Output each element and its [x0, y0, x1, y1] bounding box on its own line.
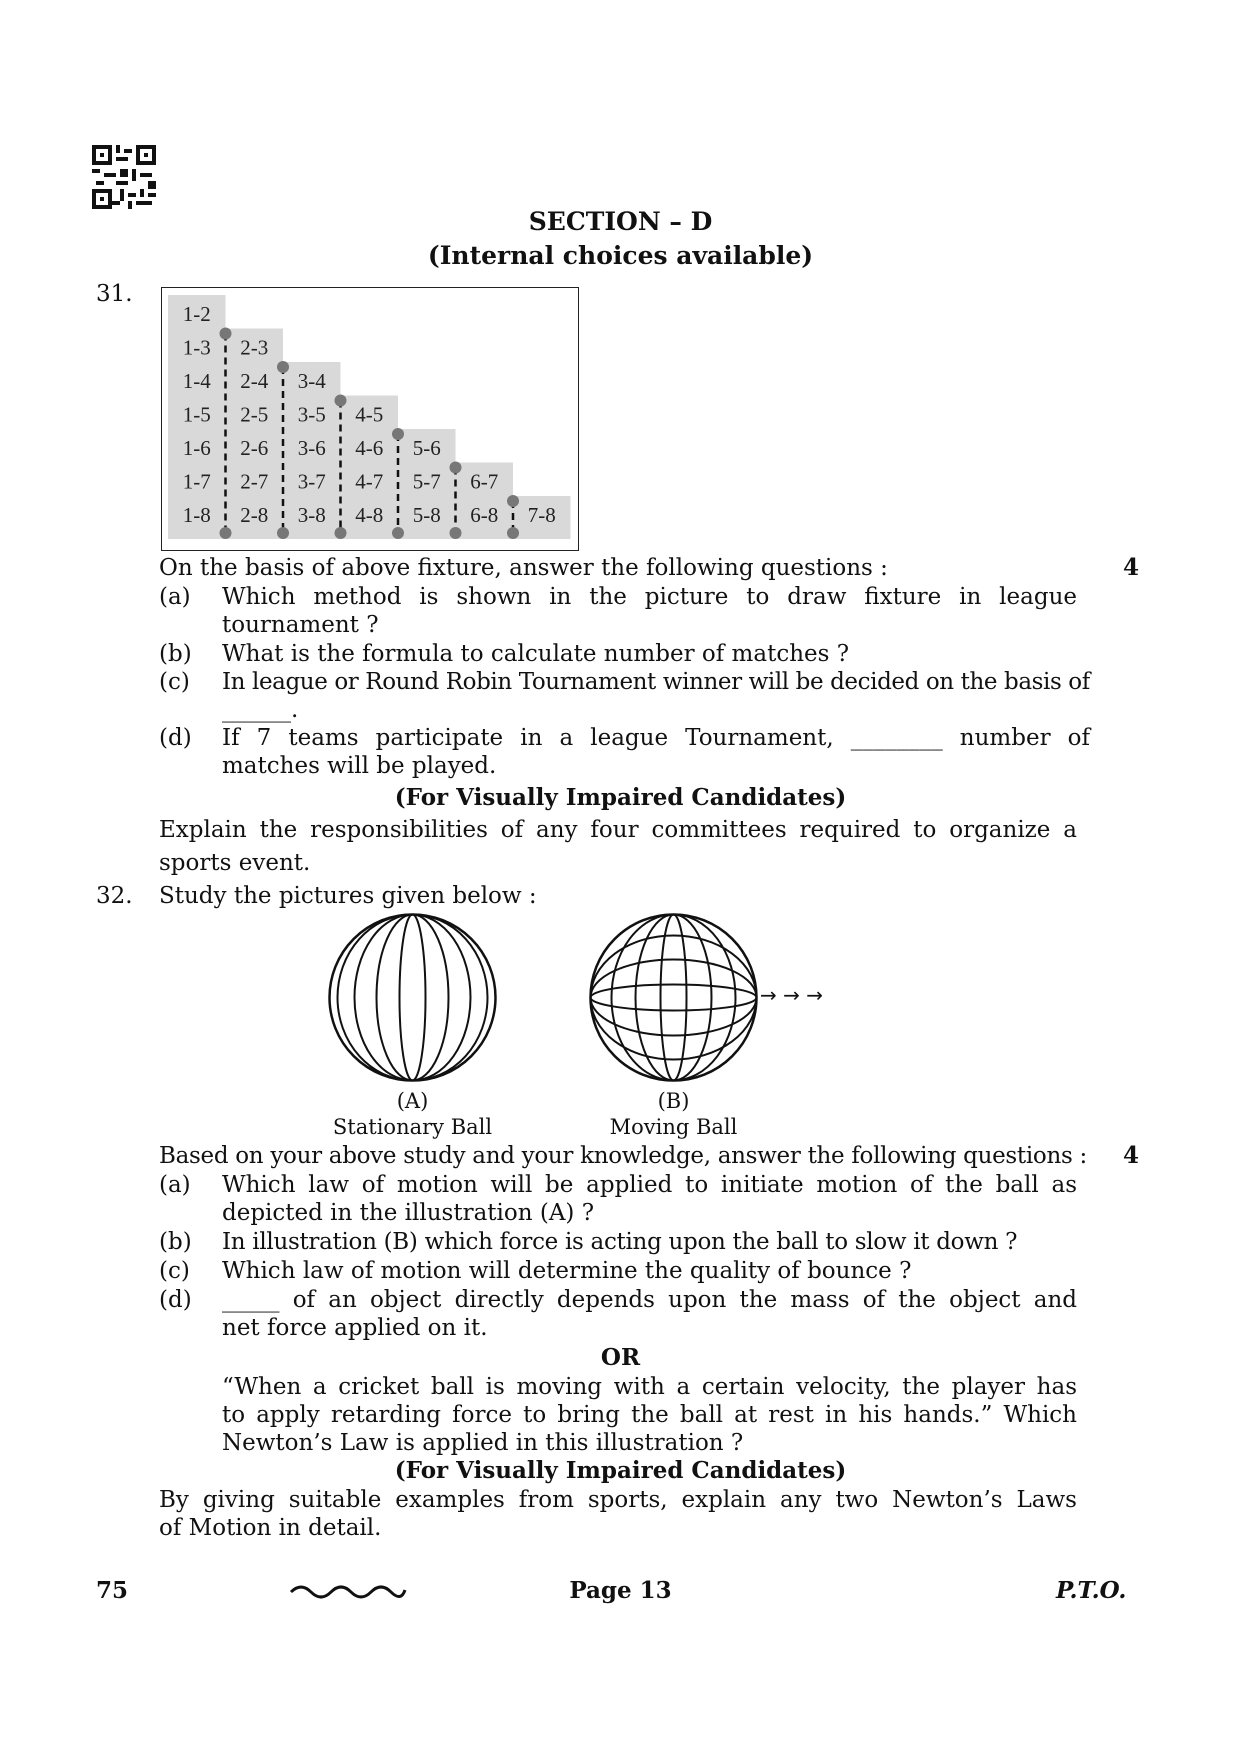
fixture-match-label: 6-7 — [470, 469, 499, 494]
fixture-separator-dot — [335, 395, 347, 407]
fixture-match-label: 5-6 — [412, 436, 441, 461]
fixture-match-label: 2-8 — [240, 503, 269, 528]
fixture-separator-dot — [450, 527, 462, 539]
fixture-separator-dot — [392, 527, 404, 539]
fixture-separator-dot — [220, 527, 232, 539]
q31-part-d-line1: If 7 teams participate in a league Tournament, ________ number of — [222, 725, 1090, 751]
motion-arrows-icon: → → → — [760, 983, 823, 1007]
q31-vi-line2: sports event. — [159, 850, 311, 876]
fixture-separator-dot — [392, 428, 404, 440]
q32-part-a-line1: Which law of motion will be applied to initiate motion of the ball as — [222, 1172, 1077, 1198]
q32-marks: 4 — [1123, 1142, 1140, 1169]
fixture-match-label: 2-3 — [240, 335, 269, 360]
fixture-match-label: 6-8 — [470, 503, 499, 528]
q31-part-a-line2: tournament ? — [222, 612, 379, 638]
fixture-match-label: 1-3 — [182, 335, 211, 360]
q31-part-c-line2: ______. — [222, 697, 299, 723]
fixture-match-label: 3-6 — [297, 436, 326, 461]
fixture-match-label: 4-8 — [355, 503, 384, 528]
q31-part-d-label: (d) — [159, 725, 192, 751]
section-title: SECTION – D — [528, 207, 713, 236]
q31-part-a-label: (a) — [159, 584, 191, 610]
fixture-match-label: 1-4 — [182, 369, 211, 394]
q32-part-a-label: (a) — [159, 1172, 191, 1198]
fixture-match-label: 3-7 — [297, 469, 326, 494]
q31-intro: On the basis of above fixture, answer the following questions : — [159, 555, 888, 581]
please-turn-over: P.T.O. — [1056, 1577, 1127, 1604]
q32-part-c-line1: Which law of motion will determine the quality of bounce ? — [222, 1258, 912, 1284]
fixture-match-label: 4-7 — [355, 469, 384, 494]
fixture-match-label: 2-4 — [240, 369, 269, 394]
q32-lead: Based on your above study and your knowledge, answer the following questions : — [159, 1143, 1087, 1169]
moving-ball-illustration — [586, 910, 761, 1085]
figure-a-caption: Stationary Ball — [332, 1115, 493, 1139]
fixture-match-label: 4-6 — [355, 436, 384, 461]
question-number-32: 32. — [96, 883, 133, 909]
q32-part-b-line1: In illustration (B) which force is acting upon the ball to slow it down ? — [222, 1229, 1018, 1255]
fixture-match-label: 2-7 — [240, 469, 269, 494]
fixture-match-label: 1-6 — [182, 436, 211, 461]
q32-part-d-line1: _____ of an object directly depends upon the mass of the object and — [222, 1287, 1077, 1313]
fixture-separator-dot — [335, 527, 347, 539]
q32-or-line2: to apply retarding force to bring the ball at rest in his hands.” Which — [222, 1402, 1077, 1428]
q31-part-a-line1: Which method is shown in the picture to draw fixture in league — [222, 584, 1077, 610]
fixture-separator-dot — [450, 462, 462, 474]
q31-part-b-line1: What is the formula to calculate number of matches ? — [222, 641, 850, 667]
q32-part-d-label: (d) — [159, 1287, 192, 1313]
q32-part-d-line2: net force applied on it. — [222, 1315, 488, 1341]
q32-part-b-label: (b) — [159, 1229, 192, 1255]
paper-code: 75 — [96, 1577, 129, 1604]
fixture-match-label: 3-5 — [297, 402, 326, 427]
fixture-match-label: 2-5 — [240, 402, 269, 427]
fixture-separator-dot — [220, 328, 232, 340]
q31-marks: 4 — [1123, 554, 1140, 581]
q31-part-c-line1: In league or Round Robin Tournament winner will be decided on the basis of — [222, 669, 1090, 695]
q32-part-c-label: (c) — [159, 1258, 190, 1284]
q32-or-line1: “When a cricket ball is moving with a certain velocity, the player has — [222, 1374, 1077, 1400]
fixture-match-label: 1-2 — [182, 302, 211, 327]
q31-vi-line1: Explain the responsibilities of any four committees required to organize a — [159, 817, 1077, 843]
section-subtitle: (Internal choices available) — [427, 241, 814, 270]
fixture-match-label: 5-7 — [412, 469, 441, 494]
fixture-match-label: 3-4 — [297, 369, 326, 394]
q32-part-a-line2: depicted in the illustration (A) ? — [222, 1200, 595, 1226]
fixture-match-label: 3-8 — [297, 503, 326, 528]
fixture-separator-dot — [277, 361, 289, 373]
page-number: Page 13 — [569, 1577, 672, 1604]
fixture-separator-dot — [507, 527, 519, 539]
qr-code — [92, 145, 156, 209]
q31-part-b-label: (b) — [159, 641, 192, 667]
q31-vi-heading: (For Visually Impaired Candidates) — [394, 784, 847, 811]
fixture-match-label: 7-8 — [527, 503, 556, 528]
fixture-separator-dot — [507, 495, 519, 507]
fixture-separator-dot — [277, 527, 289, 539]
fixture-match-label: 1-8 — [182, 503, 211, 528]
q32-or-line3: Newton’s Law is applied in this illustration ? — [222, 1430, 744, 1456]
or-separator: OR — [600, 1344, 641, 1371]
q32-vi-line1: By giving suitable examples from sports, explain any two Newton’s Laws — [159, 1487, 1077, 1513]
figure-a-label: (A) — [396, 1089, 429, 1113]
cyclic-fixture-diagram — [161, 287, 579, 551]
figure-b-label: (B) — [657, 1089, 690, 1113]
fixture-match-label: 1-5 — [182, 402, 211, 427]
q32-vi-line2: of Motion in detail. — [159, 1515, 382, 1541]
q31-part-d-line2: matches will be played. — [222, 753, 497, 779]
figure-b-caption: Moving Ball — [609, 1115, 738, 1139]
fixture-match-label: 2-6 — [240, 436, 269, 461]
q32-intro: Study the pictures given below : — [159, 883, 537, 909]
fixture-match-label: 4-5 — [355, 402, 384, 427]
q31-part-c-label: (c) — [159, 669, 190, 695]
question-number-31: 31. — [96, 281, 133, 307]
fixture-match-label: 5-8 — [412, 503, 441, 528]
fixture-match-label: 1-7 — [182, 469, 211, 494]
stationary-ball-illustration — [325, 910, 500, 1085]
q32-vi-heading: (For Visually Impaired Candidates) — [394, 1457, 847, 1484]
